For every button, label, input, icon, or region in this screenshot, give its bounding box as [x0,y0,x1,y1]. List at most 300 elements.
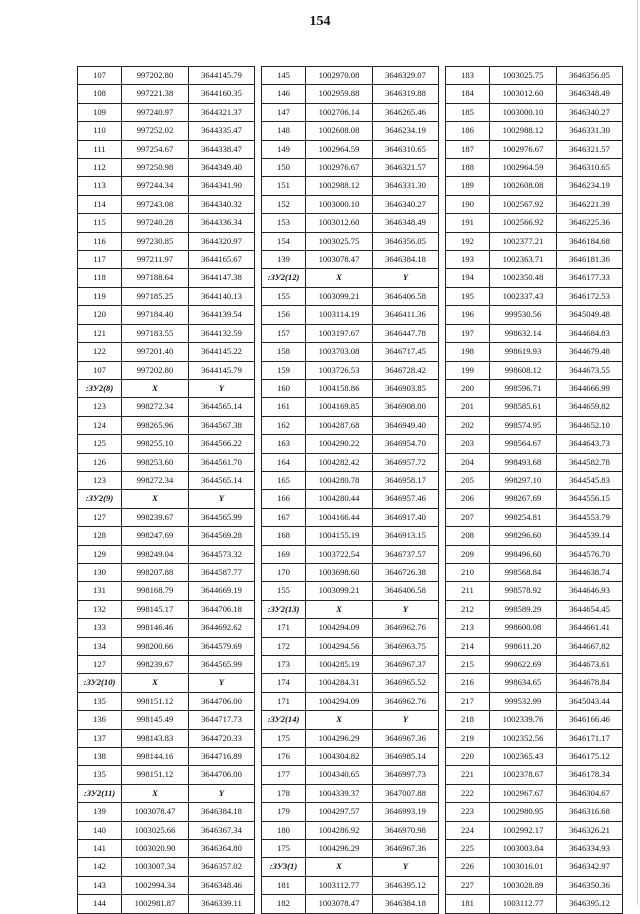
x-coordinate-cell: 1002980.95 [490,803,557,821]
x-coordinate-cell: 999532.99 [490,692,557,710]
point-number-cell: 117 [78,251,122,269]
y-coordinate-cell: 3646234.19 [373,122,439,140]
y-coordinate-cell: 3645049.48 [557,306,623,324]
x-coordinate-cell: 1003099.21 [306,582,373,600]
coordinate-row [446,306,623,324]
point-number-cell: 220 [446,748,490,766]
point-number-cell: 145 [262,67,306,85]
coordinate-row [446,582,623,600]
x-coordinate-cell: 1003012.60 [306,214,373,232]
y-coordinate-cell: 3646321.57 [373,159,439,177]
x-coordinate-cell: 998254.81 [490,508,557,526]
coordinate-row [78,177,255,195]
x-coordinate-cell: 997240.28 [122,214,189,232]
x-coordinate-cell: 997202.80 [122,67,189,85]
plot-label-cell: :ЗУ2(8) [78,379,122,397]
x-coordinate-cell: 998145.49 [122,711,189,729]
point-number-cell: 125 [78,435,122,453]
y-coordinate-cell: 3646329.07 [373,67,439,85]
point-number-cell: 185 [446,103,490,121]
x-coordinate-cell: 998267.69 [490,490,557,508]
point-number-cell: 179 [262,803,306,821]
x-coordinate-cell: 998207.88 [122,563,189,581]
axis-header-cell: X [122,490,189,508]
coordinate-row [446,324,623,342]
y-coordinate-cell: 3644553.79 [557,508,623,526]
x-coordinate-cell: 997211.97 [122,251,189,269]
y-coordinate-cell: 3644567.38 [189,416,255,434]
y-coordinate-cell: 3646171.17 [557,729,623,747]
coordinate-row [262,195,439,213]
coordinate-row [446,140,623,158]
point-number-cell: 202 [446,416,490,434]
point-number-cell: 217 [446,692,490,710]
x-coordinate-cell: 998611.20 [490,637,557,655]
coordinate-row [78,85,255,103]
y-coordinate-cell: 3644145.79 [189,67,255,85]
x-coordinate-cell: 1003703.08 [306,343,373,361]
coordinates-table-2 [261,66,439,914]
coordinate-row [78,453,255,471]
x-coordinate-cell: 998608.12 [490,361,557,379]
x-coordinate-cell: 998619.93 [490,343,557,361]
point-number-cell: 192 [446,232,490,250]
coordinate-row [262,619,439,637]
point-number-cell: 213 [446,619,490,637]
plot-header-row [262,269,439,287]
y-coordinate-cell: 3644140.13 [189,287,255,305]
x-coordinate-cell: 1004280.44 [306,490,373,508]
point-number-cell: 196 [446,306,490,324]
point-number-cell: 167 [262,508,306,526]
y-coordinate-cell: 3644139.54 [189,306,255,324]
x-coordinate-cell: 1003078.47 [306,251,373,269]
point-number-cell: 211 [446,582,490,600]
y-coordinate-cell: 3644561.70 [189,453,255,471]
y-coordinate-cell: 3646340.27 [373,195,439,213]
y-coordinate-cell: 3644341.90 [189,177,255,195]
point-number-cell: 128 [78,527,122,545]
coordinate-row [262,361,439,379]
y-coordinate-cell: 3644720.33 [189,729,255,747]
coordinate-row [262,343,439,361]
point-number-cell: 141 [78,840,122,858]
point-number-cell: 120 [78,306,122,324]
x-coordinate-cell: 1002567.92 [490,195,557,213]
coordinate-row [78,766,255,784]
coordinate-row [262,729,439,747]
point-number-cell: 142 [78,858,122,876]
x-coordinate-cell: 1004294.56 [306,637,373,655]
x-coordinate-cell: 997240.97 [122,103,189,121]
axis-header-cell: X [122,784,189,802]
x-coordinate-cell: 998632.14 [490,324,557,342]
plot-label-cell: :ЗУ2(14) [262,711,306,729]
y-coordinate-cell: 3646963.75 [373,637,439,655]
y-coordinate-cell: 3644349.40 [189,159,255,177]
point-number-cell: 168 [262,527,306,545]
coordinate-row [78,692,255,710]
x-coordinate-cell: 1003000.10 [306,195,373,213]
point-number-cell: 190 [446,195,490,213]
y-coordinate-cell: 3646340.27 [557,103,623,121]
coordinate-row [262,545,439,563]
y-coordinate-cell: 3644706.00 [189,766,255,784]
y-coordinate-cell: 3646321.57 [557,140,623,158]
x-coordinate-cell: 997201.40 [122,343,189,361]
point-number-cell: 152 [262,195,306,213]
y-coordinate-cell: 3646447.78 [373,324,439,342]
coordinate-row [78,821,255,839]
coordinate-row [446,692,623,710]
point-number-cell: 183 [446,67,490,85]
point-number-cell: 194 [446,269,490,287]
x-coordinate-cell: 998574.95 [490,416,557,434]
coordinate-row [78,656,255,674]
x-coordinate-cell: 1004294.09 [306,619,373,637]
point-number-cell: 226 [446,858,490,876]
coordinate-row [262,251,439,269]
x-coordinate-cell: 1002352.56 [490,729,557,747]
x-coordinate-cell: 1002350.48 [490,269,557,287]
coordinate-row [262,748,439,766]
axis-header-cell: Y [373,269,439,287]
axis-header-cell: Y [373,858,439,876]
point-number-cell: 195 [446,287,490,305]
x-coordinate-cell: 1004284.31 [306,674,373,692]
x-coordinate-cell: 998589.29 [490,600,557,618]
coordinate-row [262,803,439,821]
coordinate-row [78,306,255,324]
point-number-cell: 200 [446,379,490,397]
coordinate-row [446,508,623,526]
y-coordinate-cell: 3646348.49 [373,214,439,232]
y-coordinate-cell: 3646331.30 [557,122,623,140]
coordinate-row [446,471,623,489]
point-number-cell: 115 [78,214,122,232]
y-coordinate-cell: 3644654.45 [557,600,623,618]
point-number-cell: 209 [446,545,490,563]
x-coordinate-cell: 999530.56 [490,306,557,324]
point-number-cell: 170 [262,563,306,581]
point-number-cell: 219 [446,729,490,747]
x-coordinate-cell: 1003078.47 [306,895,373,913]
coordinate-row [262,508,439,526]
x-coordinate-cell: 997230.85 [122,232,189,250]
coordinate-row [262,895,439,913]
coordinate-row [446,453,623,471]
coordinate-row [78,251,255,269]
coordinate-row [78,195,255,213]
coordinate-row [446,251,623,269]
x-coordinate-cell: 998578.92 [490,582,557,600]
coordinate-row [446,343,623,361]
coordinate-row [446,600,623,618]
point-number-cell: 135 [78,766,122,784]
coordinate-row [446,527,623,545]
coordinate-row [262,67,439,85]
point-number-cell: 182 [262,895,306,913]
point-number-cell: 118 [78,269,122,287]
coordinate-row [446,821,623,839]
x-coordinate-cell: 1003003.84 [490,840,557,858]
y-coordinate-cell: 3646339.11 [189,895,255,913]
y-coordinate-cell: 3646949.40 [373,416,439,434]
coordinate-row [446,269,623,287]
coordinate-row [262,674,439,692]
coordinate-row [78,858,255,876]
y-coordinate-cell: 3646917.40 [373,508,439,526]
y-coordinate-cell: 3646221.39 [557,195,623,213]
point-number-cell: 166 [262,490,306,508]
coordinate-row [446,674,623,692]
coordinate-row [78,361,255,379]
point-number-cell: 187 [446,140,490,158]
axis-header-cell: Y [189,490,255,508]
point-number-cell: 151 [262,177,306,195]
coordinate-row [78,343,255,361]
y-coordinate-cell: 3646178.34 [557,766,623,784]
y-coordinate-cell: 3644661.41 [557,619,623,637]
coordinate-row [446,85,623,103]
coordinate-row [446,361,623,379]
x-coordinate-cell: 997250.98 [122,159,189,177]
y-coordinate-cell: 3644569.28 [189,527,255,545]
coordinate-row [262,287,439,305]
point-number-cell: 122 [78,343,122,361]
coordinate-row [78,103,255,121]
point-number-cell: 121 [78,324,122,342]
y-coordinate-cell: 3644684.83 [557,324,623,342]
x-coordinate-cell: 1003698.60 [306,563,373,581]
y-coordinate-cell: 3646384.18 [373,251,439,269]
y-coordinate-cell: 3646913.15 [373,527,439,545]
x-coordinate-cell: 1002976.67 [490,140,557,158]
y-coordinate-cell: 3646184.68 [557,232,623,250]
coordinate-row [262,876,439,894]
x-coordinate-cell: 1004158.86 [306,379,373,397]
x-coordinate-cell: 998493.68 [490,453,557,471]
point-number-cell: 114 [78,195,122,213]
y-coordinate-cell: 3644321.37 [189,103,255,121]
axis-header-cell: X [306,600,373,618]
x-coordinate-cell: 998144.16 [122,748,189,766]
x-coordinate-cell: 1002964.59 [490,159,557,177]
point-number-cell: 173 [262,656,306,674]
point-number-cell: 172 [262,637,306,655]
axis-header-cell: X [122,674,189,692]
x-coordinate-cell: 997188.64 [122,269,189,287]
x-coordinate-cell: 997184.40 [122,306,189,324]
y-coordinate-cell: 3644646.93 [557,582,623,600]
axis-header-cell: X [306,711,373,729]
x-coordinate-cell: 1004296.29 [306,840,373,858]
coordinate-row [262,398,439,416]
coordinate-row [262,159,439,177]
point-number-cell: 135 [78,692,122,710]
x-coordinate-cell: 1003112.77 [306,876,373,894]
point-number-cell: 112 [78,159,122,177]
y-coordinate-cell: 3644573.32 [189,545,255,563]
coordinate-row [446,619,623,637]
coordinate-row [78,527,255,545]
point-number-cell: 223 [446,803,490,821]
x-coordinate-cell: 1002339.76 [490,711,557,729]
coordinate-row [262,656,439,674]
y-coordinate-cell: 3644673.61 [557,656,623,674]
x-coordinate-cell: 1004280.78 [306,471,373,489]
coordinate-row [262,637,439,655]
x-coordinate-cell: 998296.60 [490,527,557,545]
coordinate-row [262,766,439,784]
coordinate-row [262,784,439,802]
coordinate-row [262,527,439,545]
y-coordinate-cell: 3646334.93 [557,840,623,858]
coordinate-row [78,67,255,85]
point-number-cell: 138 [78,748,122,766]
coordinate-row [78,803,255,821]
coordinate-row [78,711,255,729]
y-coordinate-cell: 3646181.36 [557,251,623,269]
x-coordinate-cell: 998297.10 [490,471,557,489]
y-coordinate-cell: 3646962.76 [373,692,439,710]
y-coordinate-cell: 3646348.49 [557,85,623,103]
axis-header-cell: Y [189,674,255,692]
coordinate-row [446,103,623,121]
x-coordinate-cell: 998585.61 [490,398,557,416]
y-coordinate-cell: 3646342.97 [557,858,623,876]
y-coordinate-cell: 3644638.74 [557,563,623,581]
coordinate-row [446,637,623,655]
y-coordinate-cell: 3646356.05 [373,232,439,250]
x-coordinate-cell: 998247.69 [122,527,189,545]
y-coordinate-cell: 3644716.89 [189,748,255,766]
point-number-cell: 188 [446,159,490,177]
coordinate-row [446,748,623,766]
y-coordinate-cell: 3646728.42 [373,361,439,379]
y-coordinate-cell: 3646310.65 [373,140,439,158]
y-coordinate-cell: 3646411.36 [373,306,439,324]
coordinate-row [446,656,623,674]
y-coordinate-cell: 3646356.05 [557,67,623,85]
coordinate-row [446,876,623,894]
point-number-cell: 110 [78,122,122,140]
plot-label-cell: :ЗУ2(12) [262,269,306,287]
point-number-cell: 212 [446,600,490,618]
axis-header-cell: X [122,379,189,397]
coordinate-row [262,416,439,434]
point-number-cell: 137 [78,729,122,747]
x-coordinate-cell: 1002608.08 [490,177,557,195]
coordinate-row [262,692,439,710]
point-number-cell: 161 [262,398,306,416]
coordinate-row [78,287,255,305]
y-coordinate-cell: 3646717.45 [373,343,439,361]
plot-label-cell: :ЗУ2(9) [78,490,122,508]
y-coordinate-cell: 3646406.58 [373,582,439,600]
x-coordinate-cell: 1004285.19 [306,656,373,674]
y-coordinate-cell: 3644147.38 [189,269,255,287]
axis-header-cell: X [306,858,373,876]
x-coordinate-cell: 998265.96 [122,416,189,434]
y-coordinate-cell: 3644320.97 [189,232,255,250]
point-number-cell: 221 [446,766,490,784]
point-number-cell: 201 [446,398,490,416]
coordinate-row [262,122,439,140]
x-coordinate-cell: 1002970.08 [306,67,373,85]
x-coordinate-cell: 1002994.34 [122,876,189,894]
coordinate-row [78,232,255,250]
y-coordinate-cell: 3644652.10 [557,416,623,434]
x-coordinate-cell: 1003197.67 [306,324,373,342]
plot-header-row [78,490,255,508]
coordinate-row [262,140,439,158]
coordinate-row [446,122,623,140]
point-number-cell: 227 [446,876,490,894]
y-coordinate-cell: 3646357.02 [189,858,255,876]
coordinate-row [78,729,255,747]
y-coordinate-cell: 3644340.32 [189,195,255,213]
x-coordinate-cell: 998146.46 [122,619,189,637]
y-coordinate-cell: 3646970.98 [373,821,439,839]
point-number-cell: 108 [78,85,122,103]
x-coordinate-cell: 1002981.87 [122,895,189,913]
coordinate-row [262,471,439,489]
point-number-cell: 127 [78,656,122,674]
x-coordinate-cell: 1003025.66 [122,821,189,839]
x-coordinate-cell: 998622.69 [490,656,557,674]
y-coordinate-cell: 3644565.99 [189,656,255,674]
x-coordinate-cell: 1002337.43 [490,287,557,305]
x-coordinate-cell: 1004286.92 [306,821,373,839]
y-coordinate-cell: 3646395.12 [373,876,439,894]
point-number-cell: 146 [262,85,306,103]
point-number-cell: 149 [262,140,306,158]
y-coordinate-cell: 3644667.82 [557,637,623,655]
coordinate-row [78,545,255,563]
x-coordinate-cell: 998168.79 [122,582,189,600]
x-coordinate-cell: 998145.17 [122,600,189,618]
x-coordinate-cell: 1002976.67 [306,159,373,177]
coordinate-row [446,490,623,508]
x-coordinate-cell: 1002959.88 [306,85,373,103]
y-coordinate-cell: 3646903.85 [373,379,439,397]
coordinate-row [446,729,623,747]
plot-header-row [262,600,439,618]
coordinate-row [446,416,623,434]
coordinate-row [262,582,439,600]
coordinate-row [446,803,623,821]
y-coordinate-cell: 3646234.19 [557,177,623,195]
coordinate-row [78,876,255,894]
point-number-cell: 119 [78,287,122,305]
y-coordinate-cell: 3646997.73 [373,766,439,784]
x-coordinate-cell: 1004169.85 [306,398,373,416]
coordinate-row [446,287,623,305]
x-coordinate-cell: 997183.55 [122,324,189,342]
coordinate-row [78,140,255,158]
point-number-cell: 189 [446,177,490,195]
y-coordinate-cell: 3644673.55 [557,361,623,379]
point-number-cell: 165 [262,471,306,489]
x-coordinate-cell: 1002378.67 [490,766,557,784]
point-number-cell: 147 [262,103,306,121]
point-number-cell: 162 [262,416,306,434]
plot-header-row [78,784,255,802]
x-coordinate-cell: 1002608.08 [306,122,373,140]
coordinate-row [78,600,255,618]
y-coordinate-cell: 3644678.84 [557,674,623,692]
